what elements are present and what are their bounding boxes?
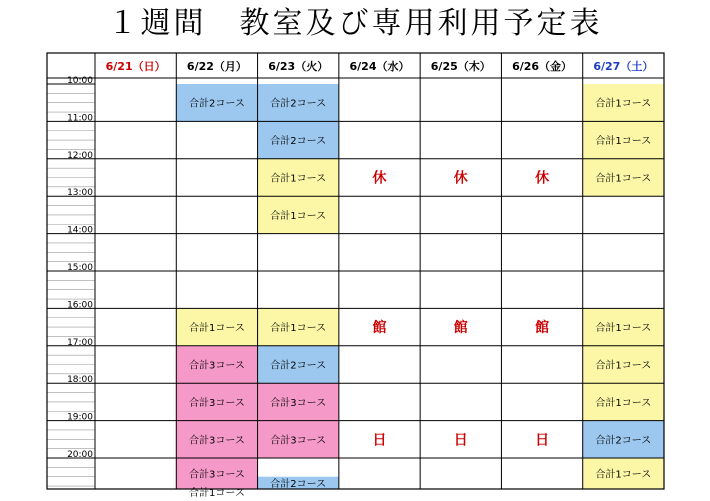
booking-label: 合計2コース: [595, 435, 652, 447]
closed-mark: 休: [535, 170, 550, 187]
closed-mark: 休: [372, 170, 387, 187]
day-header: 6/27（土）: [593, 60, 654, 73]
closed-mark: 館: [453, 320, 468, 337]
booking-label: 合計3コース: [270, 397, 327, 409]
booking-label: 合計2コース: [270, 478, 327, 490]
time-label: 10:00: [67, 76, 93, 86]
time-label: 13:00: [67, 188, 93, 199]
booking-label: 合計1コース: [595, 98, 652, 110]
booking-label: 合計3コース: [188, 435, 245, 447]
time-label: 16:00: [67, 300, 93, 311]
booking-label: 合計2コース: [188, 98, 245, 110]
booking-label: 合計3コース: [270, 435, 327, 447]
time-label: 11:00: [67, 113, 93, 124]
closed-mark: 日: [453, 432, 468, 449]
day-header: 6/26（金）: [512, 60, 573, 73]
booking-label: 合計1コース: [188, 488, 245, 500]
booking-label: 合計1コース: [595, 173, 652, 185]
day-header: 6/24（水）: [349, 60, 410, 73]
booking-label: 合計1コース: [595, 360, 652, 372]
booking-label: 合計3コース: [188, 360, 245, 372]
booking-label: 合計1コース: [595, 323, 652, 335]
closed-mark: 日: [535, 432, 550, 449]
time-label: 20:00: [67, 450, 93, 460]
booking-label: 合計2コース: [270, 98, 327, 110]
booking-label: 合計1コース: [270, 323, 327, 335]
booking-label: 合計1コース: [270, 173, 327, 185]
time-label: 15:00: [67, 263, 93, 273]
time-label: 18:00: [67, 375, 93, 386]
time-label: 14:00: [67, 225, 93, 236]
booking-label: 合計1コース: [595, 469, 652, 481]
time-label: 19:00: [67, 412, 93, 423]
time-label: 17:00: [67, 337, 93, 348]
day-header: 6/25（木）: [430, 60, 491, 73]
time-label: 12:00: [67, 150, 93, 161]
booking-label: 合計2コース: [270, 136, 327, 148]
booking-label: 合計3コース: [188, 469, 245, 481]
day-header: 6/21（日）: [105, 60, 166, 73]
closed-mark: 館: [535, 320, 550, 337]
booking-label: 合計2コース: [270, 360, 327, 372]
day-header: 6/23（火）: [268, 60, 329, 73]
booking-label: 合計1コース: [188, 323, 245, 335]
closed-mark: 休: [453, 170, 468, 187]
closed-mark: 館: [372, 320, 387, 337]
day-header: 6/22（月）: [186, 60, 247, 73]
booking-label: 合計1コース: [595, 136, 652, 148]
closed-mark: 日: [372, 432, 387, 449]
booking-label: 合計3コース: [188, 397, 245, 409]
page-title: １週間 教室及び専用利用予定表: [107, 6, 603, 41]
booking-label: 合計1コース: [270, 210, 327, 222]
booking-label: 合計1コース: [595, 397, 652, 409]
